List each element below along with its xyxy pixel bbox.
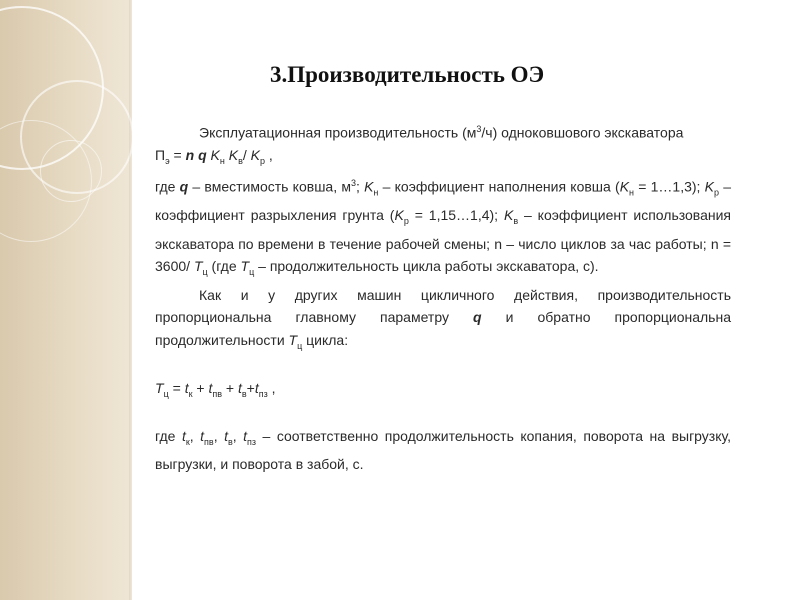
subscript: пз (247, 436, 257, 447)
formula-symbol: q (179, 179, 189, 196)
formula-symbol: T (193, 258, 203, 275)
text-run: + (222, 379, 238, 396)
productivity-formula (155, 144, 731, 172)
cycle-paragraph (155, 284, 731, 357)
text-run: – вместимость ковша, м (188, 179, 351, 196)
subscript: в (227, 436, 233, 447)
superscript: 3 (350, 178, 356, 189)
intro-paragraph (155, 118, 731, 144)
formula-symbol: t (243, 428, 248, 445)
decorative-side-band (0, 0, 132, 600)
text-run: ; (355, 179, 365, 196)
subscript: в (238, 155, 243, 166)
slide-title: 3.Производительность ОЭ (270, 62, 545, 87)
subscript: р (260, 155, 266, 166)
text-run: = (169, 147, 186, 164)
text-run: Эксплуатационная производительность (м (199, 124, 477, 141)
formula-symbol: T (288, 331, 298, 348)
decorative-ring (40, 140, 102, 202)
subscript: к (188, 388, 193, 399)
formula-symbol: K (619, 179, 630, 196)
subscript: ц (202, 267, 208, 277)
formula-symbol: K (704, 179, 714, 196)
subscript: н (373, 187, 379, 198)
text-run: – коэффициент использования экскаватора по времени в течение рабочей смены; n – число циклов за час работы; n = 3600/ (155, 207, 731, 275)
subscript: к (185, 436, 190, 447)
formula-symbol: K (503, 207, 514, 224)
formula-symbol: П (155, 147, 166, 164)
superscript: 3 (476, 124, 482, 134)
subscript: ц (249, 267, 255, 277)
formula-symbol: K (206, 147, 220, 164)
subscript: пв (204, 436, 214, 447)
text-run: – коэффициент разрыхления грунта ( (155, 179, 731, 224)
formula-symbol: q (473, 309, 482, 325)
text-run: + (246, 379, 255, 396)
text-run: /ч) одноковшового экскаватора (481, 124, 684, 141)
text-run: = 1…1,3); (634, 179, 705, 196)
definitions-paragraph-2 (155, 425, 731, 476)
text-run: , (265, 147, 273, 164)
text-run: цикла: (302, 331, 349, 348)
subscript: ц (163, 388, 169, 399)
text-run: (где (207, 258, 241, 275)
text-run: , (232, 428, 244, 445)
formula-symbol: T (155, 379, 164, 396)
formula-symbol: n (185, 147, 195, 164)
text-run: , (267, 379, 276, 396)
formula-symbol: t (208, 379, 213, 396)
text-run: где (155, 179, 180, 196)
decorative-ring (0, 120, 92, 242)
subscript: н (629, 187, 635, 198)
text-run: и обратно пропорциональна продолжительности (155, 309, 731, 348)
formula-symbol: K (224, 147, 239, 164)
subscript: ц (297, 340, 303, 351)
formula-symbol: t (224, 428, 228, 445)
text-run: – коэффициент наполнения ковша ( (378, 179, 620, 196)
subscript: р (403, 216, 409, 227)
formula-symbol: t (200, 428, 205, 445)
subscript: пз (258, 388, 268, 399)
formula-symbol: t (238, 379, 242, 396)
text-run: / (242, 147, 251, 164)
text-run: Как и у других машин цикличного действия, производительность пропорциональна главному параметру (155, 286, 731, 325)
formula-symbol: q (194, 147, 207, 164)
definitions-paragraph-1 (155, 172, 731, 283)
text-run: = (168, 379, 185, 396)
text-run: + (192, 379, 209, 396)
formula-symbol: t (254, 379, 259, 396)
formula-symbol: t (184, 379, 189, 396)
formula-symbol: t (181, 428, 186, 445)
text-run: – продолжительность цикла работы экскаватора, с). (254, 258, 599, 275)
subscript: р (713, 187, 719, 198)
formula-symbol: K (364, 179, 374, 196)
subscript: в (513, 216, 519, 227)
text-run: где (155, 428, 182, 445)
text-run: = 1,15…1,4); (408, 207, 504, 224)
subscript: э (165, 155, 170, 166)
formula-symbol: T (240, 258, 250, 275)
cycle-time-formula (155, 377, 731, 405)
text-run: , (213, 428, 225, 445)
subscript: пв (212, 388, 223, 399)
text-run: – соответственно продолжительность копания, поворота на выгрузку, выгрузки, и поворота в забой, с. (155, 428, 731, 473)
document-body (155, 118, 731, 476)
decorative-ring (0, 6, 104, 170)
formula-symbol: K (250, 147, 260, 164)
subscript: н (219, 155, 225, 166)
subscript: в (241, 388, 247, 399)
text-run: , (189, 428, 201, 445)
decorative-ring (20, 80, 134, 194)
formula-symbol: K (394, 207, 404, 224)
